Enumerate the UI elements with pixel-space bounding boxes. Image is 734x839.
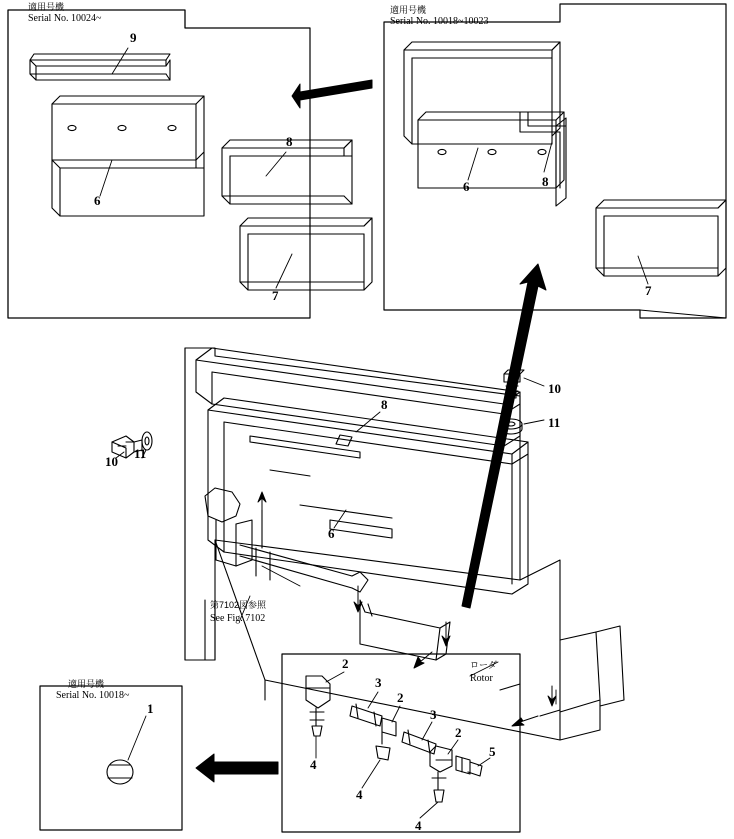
callout-2-c: 2 [455, 725, 462, 740]
panel-bottom-left-serial: Serial No. 10018~ [56, 690, 130, 701]
callout-10-right: 10 [548, 381, 561, 396]
part-7-plate [240, 218, 372, 290]
callout-1: 1 [147, 701, 154, 716]
callout-11-left: 11 [134, 446, 147, 461]
callout-11-right: 11 [548, 415, 561, 430]
callout-3-b: 3 [430, 707, 437, 722]
callout-2-b: 2 [397, 690, 404, 705]
callout-5: 5 [489, 744, 496, 759]
leaders-middle [116, 378, 556, 704]
callout-4-a: 4 [310, 757, 317, 772]
callout-8-tr: 8 [542, 174, 549, 189]
panel-top-right-frame [384, 4, 726, 318]
panel-bottom-left-frame [40, 686, 182, 830]
rotor-jp: ローダ [470, 660, 498, 670]
callout-8-main: 8 [381, 397, 388, 412]
callout-7-tr: 7 [645, 283, 652, 298]
panel-bottom-left-jp-label: 適用号機 [68, 679, 105, 689]
panel-top-left-jp-label: 適用号機 [28, 2, 65, 12]
machine-lower-shell [215, 540, 624, 740]
panel-top-right-jp-label: 適用号機 [390, 5, 427, 15]
panel-top-right-serial: Serial No. 10018~10023 [390, 16, 489, 27]
panel-top-left-serial: Serial No. 10024~ [28, 13, 102, 24]
callout-8-tl: 8 [286, 134, 293, 149]
part-6-plate [52, 96, 204, 160]
callout-4-b: 4 [356, 787, 363, 802]
arrow-left-bottom [196, 754, 278, 782]
leader-bottom-left [128, 716, 146, 760]
callout-6-tl: 6 [94, 193, 101, 208]
callout-6-main: 6 [328, 526, 335, 541]
part-9-bracket [30, 54, 170, 80]
panel-top-left-frame [8, 10, 310, 318]
part-1-plug [107, 760, 133, 784]
callout-4-c: 4 [415, 818, 422, 833]
part-6-angle [52, 152, 204, 216]
part-7-plate-right [596, 200, 726, 276]
leaders-top-right [468, 142, 648, 284]
arrow-left-top [292, 80, 372, 108]
part-6-plate-right [404, 42, 560, 144]
see-fig-en: See Fig. 7102 [210, 613, 266, 624]
callout-10-left: 10 [105, 454, 118, 469]
callout-3-a: 3 [375, 675, 382, 690]
callout-7-tl: 7 [272, 288, 279, 303]
callout-9: 9 [130, 30, 137, 45]
callout-2-a: 2 [342, 656, 349, 671]
rotor-en: Rotor [470, 673, 493, 684]
see-fig-jp: 第7102図参照 [210, 600, 267, 610]
orientation-arrows [258, 492, 556, 726]
callout-6-tr: 6 [463, 179, 470, 194]
